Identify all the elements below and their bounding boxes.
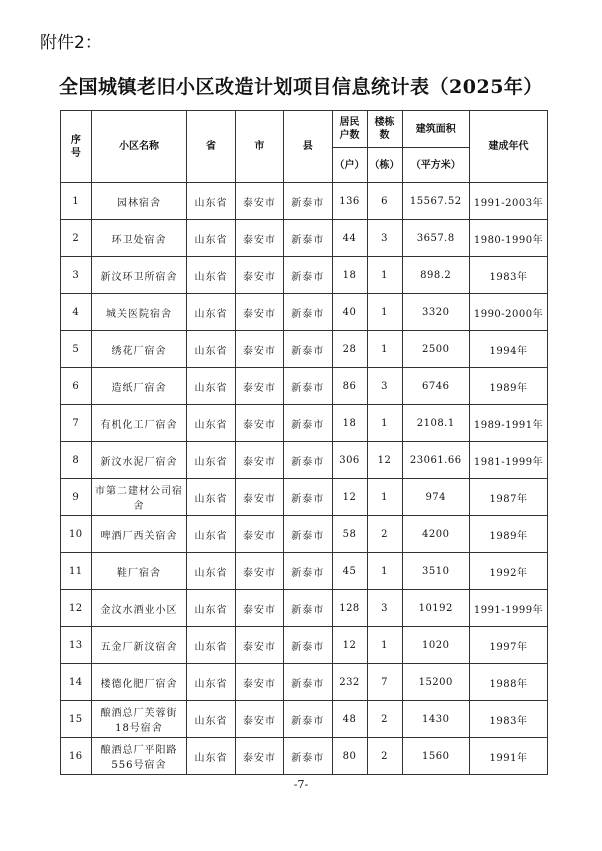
- cell-area: 15200: [402, 664, 469, 701]
- cell-city: 泰安市: [235, 368, 283, 405]
- header-buildings: 楼栋数: [367, 111, 402, 148]
- cell-name: 酿酒总厂平阳路556号宿舍: [91, 738, 187, 775]
- cell-buildings: 1: [367, 257, 402, 294]
- cell-seq: 12: [61, 590, 92, 627]
- cell-county: 新泰市: [284, 664, 332, 701]
- cell-area: 1560: [402, 738, 469, 775]
- cell-year: 1991年: [469, 738, 547, 775]
- header-row: [61, 111, 548, 148]
- table-row: [61, 701, 548, 738]
- cell-residents: 86: [332, 368, 367, 405]
- cell-area: 2500: [402, 331, 469, 368]
- cell-year: 1988年: [469, 664, 547, 701]
- cell-seq: 2: [61, 220, 92, 257]
- cell-city: 泰安市: [235, 590, 283, 627]
- page-number: -7-: [293, 778, 309, 791]
- cell-province: 山东省: [187, 664, 235, 701]
- cell-seq: 7: [61, 405, 92, 442]
- cell-city: 泰安市: [235, 701, 283, 738]
- cell-area: 1430: [402, 701, 469, 738]
- cell-city: 泰安市: [235, 331, 283, 368]
- cell-seq: 6: [61, 368, 92, 405]
- cell-year: 1989年: [469, 516, 547, 553]
- cell-residents: 40: [332, 294, 367, 331]
- cell-seq: 5: [61, 331, 92, 368]
- cell-area: 23061.66: [402, 442, 469, 479]
- cell-county: 新泰市: [284, 294, 332, 331]
- table-row: [61, 738, 548, 775]
- cell-seq: 3: [61, 257, 92, 294]
- cell-year: 1983年: [469, 701, 547, 738]
- cell-seq: 15: [61, 701, 92, 738]
- cell-name: 市第二建材公司宿舍: [91, 479, 187, 516]
- cell-name: 造纸厂宿舍: [91, 368, 187, 405]
- cell-buildings: 7: [367, 664, 402, 701]
- cell-county: 新泰市: [284, 738, 332, 775]
- cell-buildings: 3: [367, 368, 402, 405]
- cell-county: 新泰市: [284, 516, 332, 553]
- cell-area: 3657.8: [402, 220, 469, 257]
- cell-buildings: 3: [367, 590, 402, 627]
- cell-province: 山东省: [187, 257, 235, 294]
- cell-buildings: 2: [367, 516, 402, 553]
- cell-province: 山东省: [187, 442, 235, 479]
- header-buildings-unit: （栋）: [367, 148, 402, 183]
- cell-city: 泰安市: [235, 257, 283, 294]
- header-area: 建筑面积: [402, 111, 469, 148]
- cell-area: 1020: [402, 627, 469, 664]
- cell-province: 山东省: [187, 405, 235, 442]
- cell-province: 山东省: [187, 368, 235, 405]
- table-row: [61, 368, 548, 405]
- cell-name: 城关医院宿舍: [91, 294, 187, 331]
- cell-buildings: 2: [367, 738, 402, 775]
- table-row: [61, 405, 548, 442]
- cell-seq: 4: [61, 294, 92, 331]
- table-body: [61, 183, 548, 775]
- cell-province: 山东省: [187, 590, 235, 627]
- cell-seq: 14: [61, 664, 92, 701]
- cell-residents: 306: [332, 442, 367, 479]
- table-row: [61, 664, 548, 701]
- cell-name: 有机化工厂宿舍: [91, 405, 187, 442]
- cell-year: 1989-1991年: [469, 405, 547, 442]
- header-city: 市: [235, 111, 283, 183]
- cell-province: 山东省: [187, 516, 235, 553]
- cell-seq: 8: [61, 442, 92, 479]
- cell-city: 泰安市: [235, 442, 283, 479]
- cell-residents: 28: [332, 331, 367, 368]
- cell-year: 1990-2000年: [469, 294, 547, 331]
- cell-year: 1987年: [469, 479, 547, 516]
- cell-year: 1992年: [469, 553, 547, 590]
- cell-name: 新汶水泥厂宿舍: [91, 442, 187, 479]
- cell-city: 泰安市: [235, 738, 283, 775]
- cell-city: 泰安市: [235, 516, 283, 553]
- cell-area: 3320: [402, 294, 469, 331]
- header-residents-unit: （户）: [332, 148, 367, 183]
- cell-name: 酿酒总厂芙蓉街18号宿舍: [91, 701, 187, 738]
- cell-area: 974: [402, 479, 469, 516]
- cell-seq: 13: [61, 627, 92, 664]
- cell-province: 山东省: [187, 220, 235, 257]
- cell-seq: 11: [61, 553, 92, 590]
- cell-province: 山东省: [187, 294, 235, 331]
- cell-county: 新泰市: [284, 183, 332, 220]
- header-year: 建成年代: [469, 111, 547, 183]
- cell-county: 新泰市: [284, 331, 332, 368]
- header-name: 小区名称: [91, 111, 187, 183]
- cell-city: 泰安市: [235, 183, 283, 220]
- cell-year: 1981-1999年: [469, 442, 547, 479]
- cell-residents: 18: [332, 405, 367, 442]
- table-row: [61, 442, 548, 479]
- cell-buildings: 2: [367, 701, 402, 738]
- cell-name: 啤酒厂西关宿舍: [91, 516, 187, 553]
- cell-county: 新泰市: [284, 590, 332, 627]
- cell-city: 泰安市: [235, 627, 283, 664]
- cell-county: 新泰市: [284, 442, 332, 479]
- cell-residents: 80: [332, 738, 367, 775]
- cell-province: 山东省: [187, 627, 235, 664]
- cell-county: 新泰市: [284, 627, 332, 664]
- cell-seq: 9: [61, 479, 92, 516]
- cell-residents: 45: [332, 553, 367, 590]
- table-row: [61, 553, 548, 590]
- cell-buildings: 1: [367, 405, 402, 442]
- cell-year: 1994年: [469, 331, 547, 368]
- cell-name: 绣花厂宿舍: [91, 331, 187, 368]
- cell-name: 新汶环卫所宿舍: [91, 257, 187, 294]
- cell-province: 山东省: [187, 738, 235, 775]
- cell-city: 泰安市: [235, 220, 283, 257]
- table-row: [61, 183, 548, 220]
- cell-year: 1980-1990年: [469, 220, 547, 257]
- cell-buildings: 1: [367, 479, 402, 516]
- cell-name: 楼德化肥厂宿舍: [91, 664, 187, 701]
- header-county: 县: [284, 111, 332, 183]
- cell-seq: 16: [61, 738, 92, 775]
- cell-residents: 48: [332, 701, 367, 738]
- header-province: 省: [187, 111, 235, 183]
- table-row: [61, 516, 548, 553]
- cell-province: 山东省: [187, 553, 235, 590]
- header-residents: 居民户数: [332, 111, 367, 148]
- table-row: [61, 627, 548, 664]
- cell-area: 4200: [402, 516, 469, 553]
- cell-city: 泰安市: [235, 405, 283, 442]
- cell-buildings: 1: [367, 294, 402, 331]
- cell-province: 山东省: [187, 331, 235, 368]
- cell-buildings: 12: [367, 442, 402, 479]
- cell-buildings: 3: [367, 220, 402, 257]
- document-title: 全国城镇老旧小区改造计划项目信息统计表（2025年）: [59, 76, 543, 98]
- attachment-label: 附件2：: [40, 33, 102, 53]
- cell-year: 1989年: [469, 368, 547, 405]
- cell-buildings: 1: [367, 553, 402, 590]
- cell-residents: 18: [332, 257, 367, 294]
- cell-county: 新泰市: [284, 479, 332, 516]
- project-info-table: [60, 110, 548, 775]
- cell-county: 新泰市: [284, 553, 332, 590]
- cell-county: 新泰市: [284, 257, 332, 294]
- table-row: [61, 294, 548, 331]
- cell-name: 园林宿舍: [91, 183, 187, 220]
- cell-residents: 44: [332, 220, 367, 257]
- cell-residents: 232: [332, 664, 367, 701]
- cell-province: 山东省: [187, 183, 235, 220]
- cell-name: 五金厂新汶宿舍: [91, 627, 187, 664]
- cell-province: 山东省: [187, 479, 235, 516]
- cell-county: 新泰市: [284, 220, 332, 257]
- cell-area: 10192: [402, 590, 469, 627]
- cell-seq: 10: [61, 516, 92, 553]
- cell-buildings: 6: [367, 183, 402, 220]
- cell-area: 3510: [402, 553, 469, 590]
- cell-residents: 58: [332, 516, 367, 553]
- cell-city: 泰安市: [235, 479, 283, 516]
- cell-residents: 128: [332, 590, 367, 627]
- cell-year: 1983年: [469, 257, 547, 294]
- cell-seq: 1: [61, 183, 92, 220]
- cell-area: 6746: [402, 368, 469, 405]
- cell-county: 新泰市: [284, 701, 332, 738]
- header-area-unit: （平方米）: [402, 148, 469, 183]
- cell-area: 15567.52: [402, 183, 469, 220]
- table-row: [61, 220, 548, 257]
- cell-city: 泰安市: [235, 664, 283, 701]
- cell-year: 1991-1999年: [469, 590, 547, 627]
- cell-name: 环卫处宿舍: [91, 220, 187, 257]
- table-row: [61, 331, 548, 368]
- cell-year: 1991-2003年: [469, 183, 547, 220]
- cell-area: 2108.1: [402, 405, 469, 442]
- cell-area: 898.2: [402, 257, 469, 294]
- cell-residents: 136: [332, 183, 367, 220]
- cell-name: 金汶水酒业小区: [91, 590, 187, 627]
- cell-residents: 12: [332, 627, 367, 664]
- cell-city: 泰安市: [235, 553, 283, 590]
- cell-buildings: 1: [367, 627, 402, 664]
- cell-province: 山东省: [187, 701, 235, 738]
- cell-residents: 12: [332, 479, 367, 516]
- cell-name: 鞋厂宿舍: [91, 553, 187, 590]
- cell-county: 新泰市: [284, 368, 332, 405]
- table-row: [61, 590, 548, 627]
- table-row: [61, 257, 548, 294]
- cell-city: 泰安市: [235, 294, 283, 331]
- cell-year: 1997年: [469, 627, 547, 664]
- header-seq: 序号: [61, 111, 92, 183]
- cell-buildings: 1: [367, 331, 402, 368]
- cell-county: 新泰市: [284, 405, 332, 442]
- table-row: [61, 479, 548, 516]
